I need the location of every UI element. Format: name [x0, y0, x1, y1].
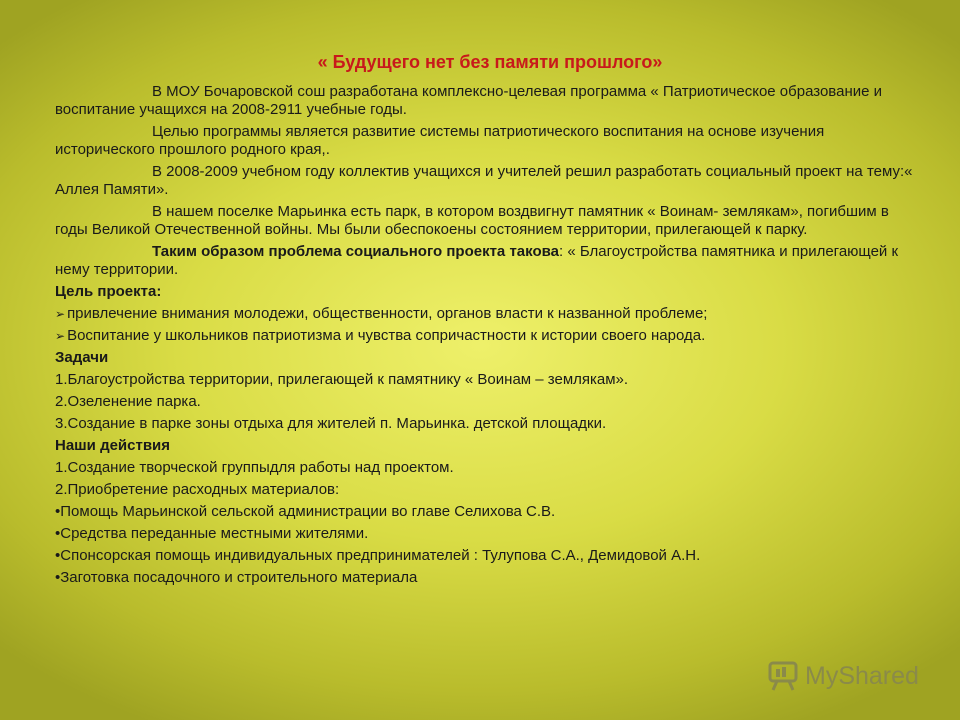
myshared-logo[interactable] — [767, 656, 919, 696]
paragraph-program: В МОУ Бочаровской сош разработана комплексно-целевая программа « Патриотическое образование и воспитание учащихся на 2008-2911 учебные годы. — [55, 83, 882, 118]
logo-text: MyShared — [805, 661, 919, 690]
paragraph-park: В нашем поселке Марьинка есть парк, в котором воздвигнут памятник « Воинам- землякам», погибшим в годы Великой Отечественной войны. Мы были обеспокоены состоянием территории, прилегающей к парку. — [55, 203, 889, 238]
problem-bold: Таким образом проблема социального проекта такова — [152, 243, 559, 260]
task-item: 3.Создание в парке зоны отдыха для жителей п. Марьинка. детской площадки. — [55, 415, 607, 432]
action-item: •Средства переданные местными жителями. — [55, 525, 369, 542]
goal-item — [55, 305, 915, 323]
slide-title: « Будущего нет без памяти прошлого» — [317, 52, 663, 72]
paragraph-goal: Целью программы является развитие системы патриотического воспитания на основе изучения исторического прошлого родного края,. — [55, 123, 825, 158]
goal-item — [55, 327, 915, 345]
action-item: 1.Создание творческой группыдля работы над проектом. — [55, 459, 454, 476]
action-item: •Заготовка посадочного и строительного материала — [55, 569, 418, 586]
goal-heading: Цель проекта: — [55, 283, 162, 300]
presentation-icon — [767, 659, 801, 693]
slide-content — [55, 52, 915, 591]
actions-heading: Наши действия — [55, 437, 171, 454]
goal-item-text: привлечение внимания молодежи, общественности, органов власти к названной проблеме; — [67, 305, 708, 322]
action-item: 2.Приобретение расходных материалов: — [55, 481, 340, 498]
action-item: •Помощь Марьинской сельской администрации во главе Селихова С.В. — [55, 503, 556, 520]
arrow-icon: ➢ — [55, 329, 66, 343]
tasks-heading: Задачи — [55, 349, 109, 366]
action-item: •Спонсорская помощь индивидуальных предпринимателей : Тулупова С.А., Демидовой А.Н. — [55, 547, 701, 564]
task-item: 2.Озеленение парка. — [55, 393, 201, 410]
paragraph-problem — [55, 243, 915, 279]
problem-rest: : « Благоустройства памятника и прилегающей к нему территории. — [55, 243, 899, 278]
goal-item-text: Воспитание у школьников патриотизма и чувства сопричастности к истории своего народа. — [67, 327, 706, 344]
arrow-icon: ➢ — [55, 307, 66, 321]
paragraph-project: В 2008-2009 учебном году коллектив учащихся и учителей решил разработать социальный проект на тему:« Аллея Памяти». — [55, 163, 913, 198]
task-item: 1.Благоустройства территории, прилегающей к памятнику « Воинам – землякам». — [55, 371, 629, 388]
